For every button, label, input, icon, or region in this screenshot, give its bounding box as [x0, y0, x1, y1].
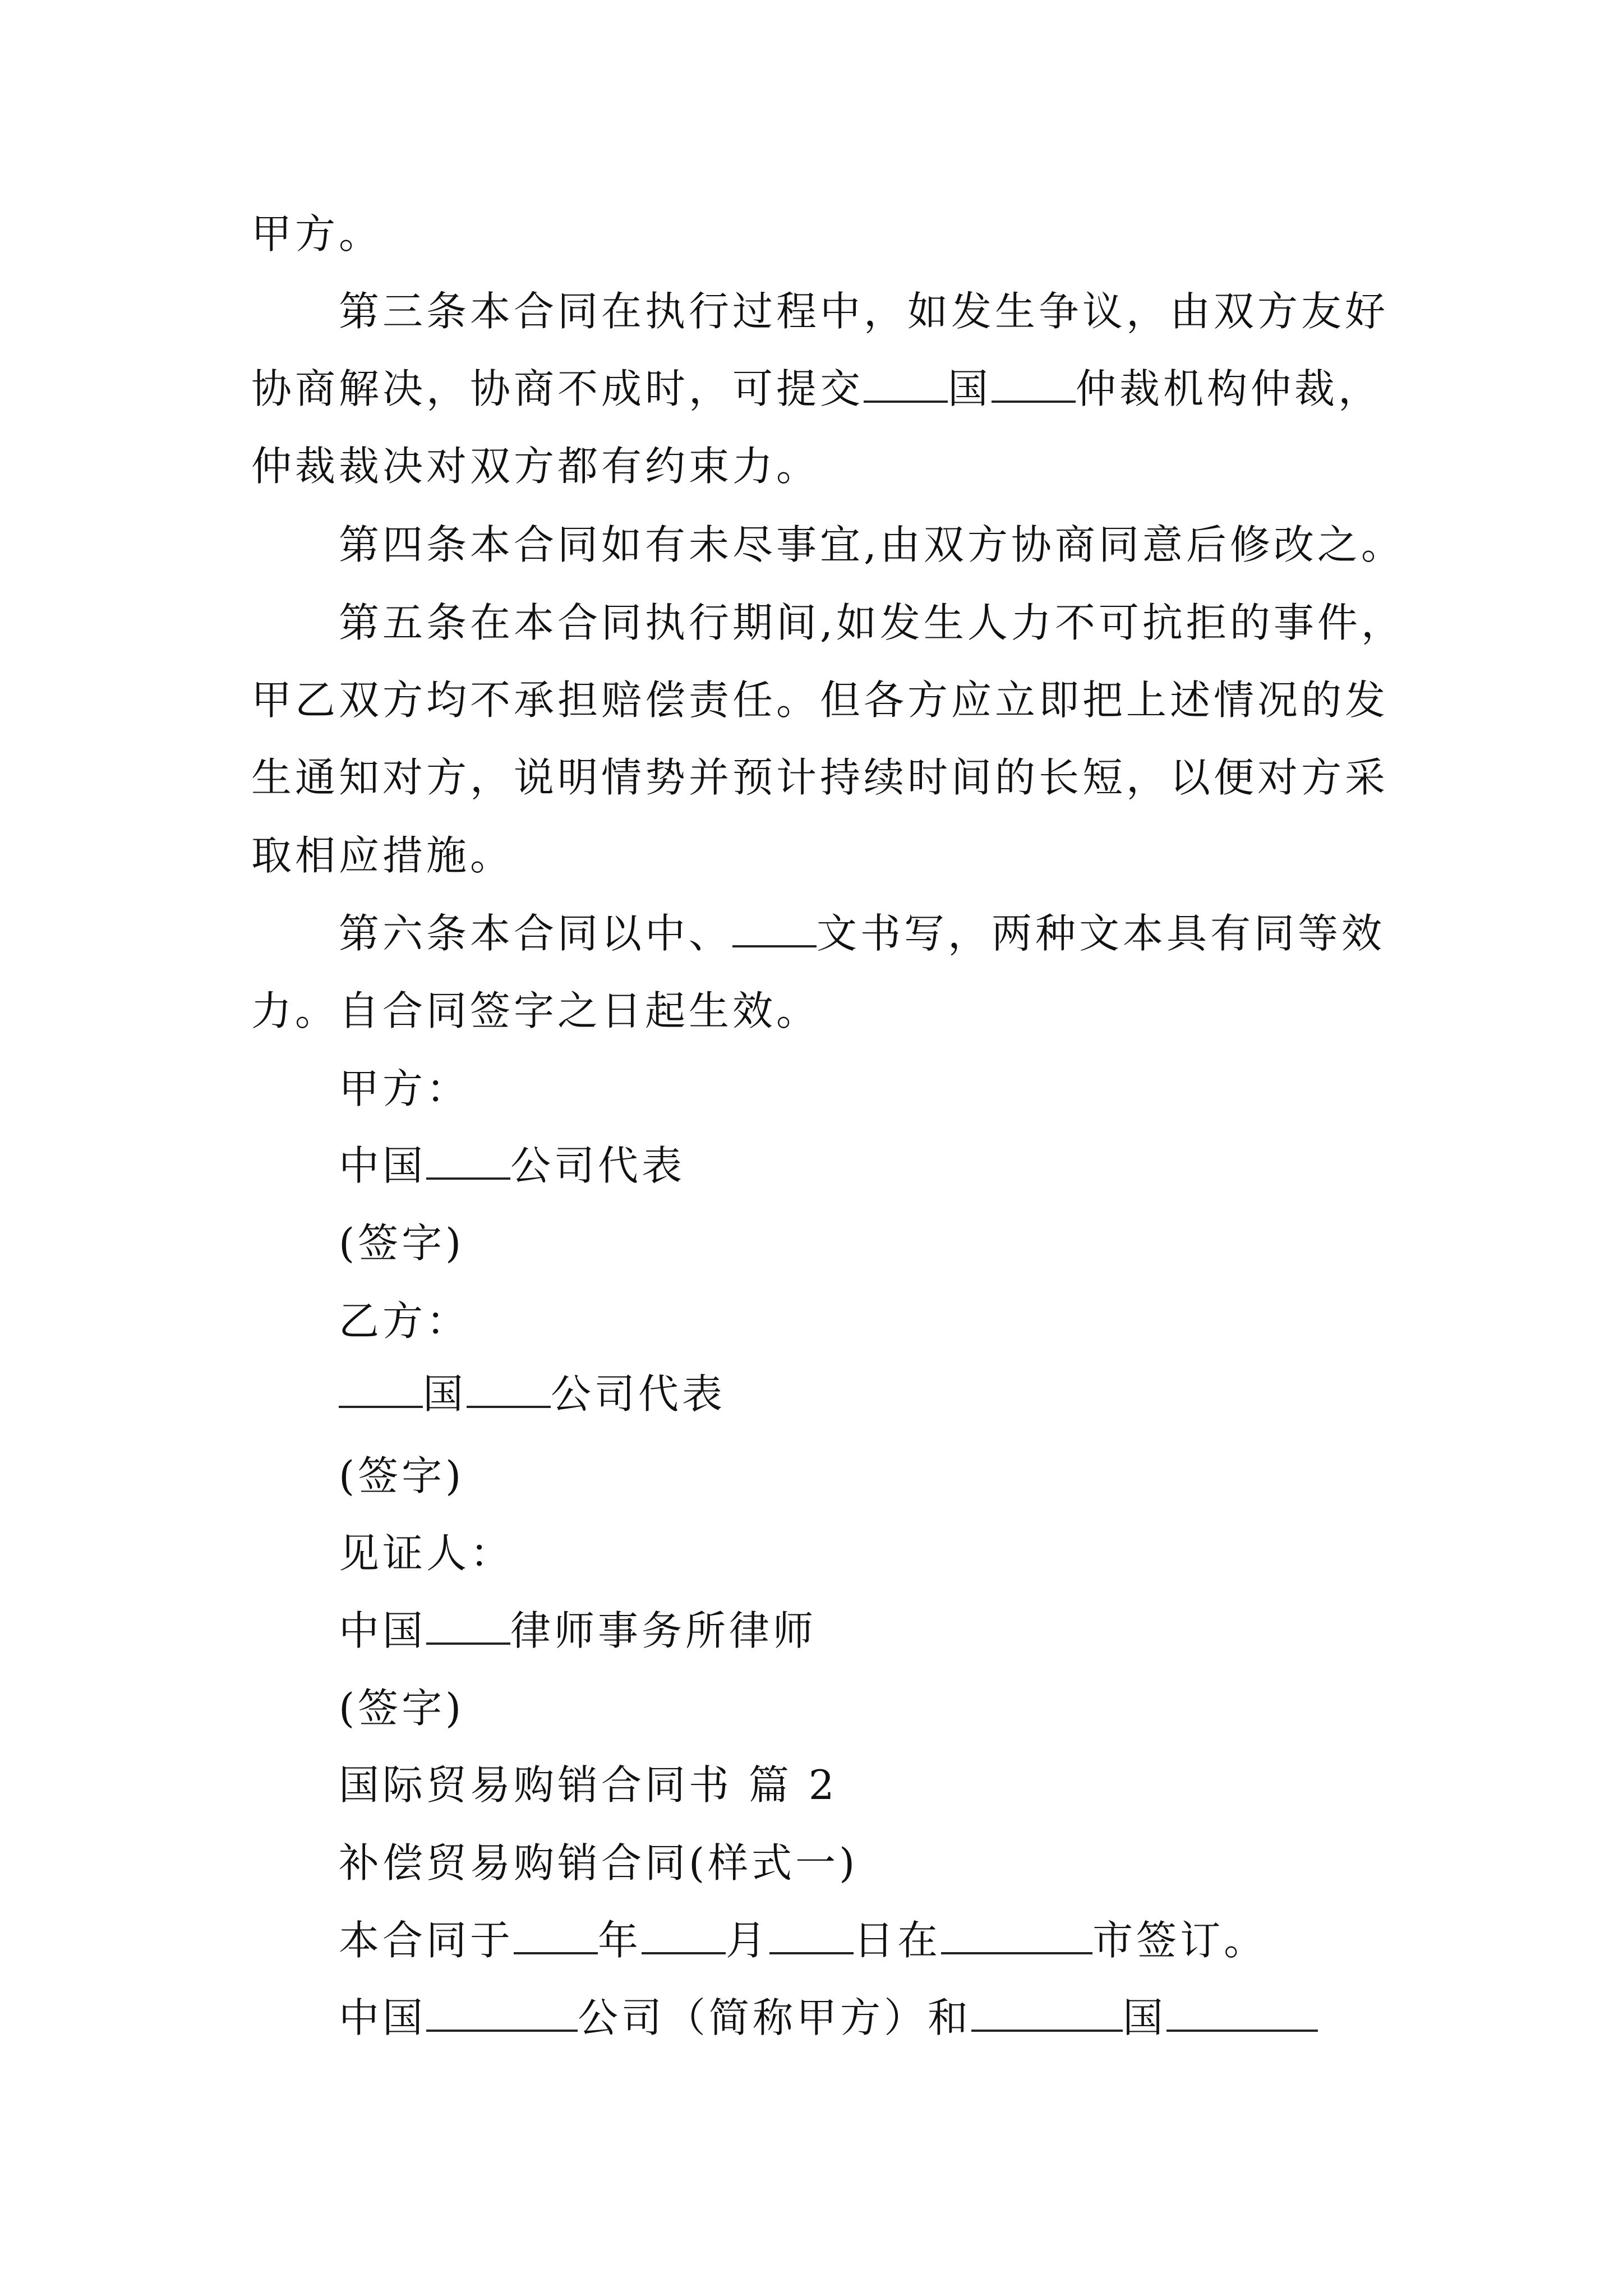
section-title: 国际贸易购销合同书 篇 2: [339, 1761, 838, 1809]
party-a-heading: 甲方：: [339, 1065, 471, 1112]
party-a-signature: (签字): [339, 1220, 465, 1267]
witness-heading: 见证人：: [339, 1530, 514, 1577]
article-5-line-4: 取相应措施。: [251, 832, 514, 879]
party-b-signature: (签字): [339, 1452, 465, 1499]
blank-field: [864, 366, 948, 403]
witness-lawyer: 中国 律师事务所律师: [339, 1607, 817, 1654]
article-6-line-2: 力。自合同签字之日起生效。: [251, 987, 820, 1034]
article-5-line-3: 生通知对方，说明情势并预计持续时间的长短，以便对方采: [251, 754, 1389, 801]
blank-field: [732, 910, 817, 947]
party-a-representative: 中国 公司代表: [339, 1142, 686, 1189]
signing-date-line: 本合同于 年 月 日在 市签订。: [339, 1917, 1268, 1964]
blank-field: [941, 1917, 1092, 1954]
article-5-line-1: 第五条在本合同执行期间,如发生人力不可抗拒的事件，: [339, 599, 1405, 646]
article-4-line: 第四条本合同如有未尽事宜,由双方协商同意后修改之。: [339, 521, 1405, 568]
article-3-line-1: 第三条本合同在执行过程中，如发生争议，由双方友好: [339, 288, 1389, 335]
article-6-line-1: 第六条本合同以中、 文书写，两种文本具有同等效: [339, 910, 1386, 957]
blank-field: [642, 1917, 726, 1954]
blank-field: [339, 1371, 423, 1408]
blank-field: [769, 1917, 854, 1954]
text-line: 甲方。: [251, 210, 383, 257]
party-b-representative: 国 公司代表: [339, 1369, 726, 1419]
article-3-line-3: 仲裁裁决对双方都有约束力。: [251, 443, 820, 490]
party-b-heading: 乙方：: [339, 1297, 471, 1345]
blank-field: [971, 1995, 1123, 2032]
article-3-line-2: 协商解决，协商不成时，可提交 国 仲裁机构仲裁，: [251, 365, 1382, 412]
blank-field: [426, 1608, 510, 1645]
blank-field: [467, 1371, 551, 1408]
article-5-line-2: 甲乙双方均不承担赔偿责任。但各方应立即把上述情况的发: [251, 677, 1389, 724]
blank-field: [426, 1995, 578, 2032]
blank-field: [426, 1143, 510, 1180]
parties-line: 中国 公司（简称甲方）和 国: [339, 1993, 1318, 2043]
contract-subtitle: 补偿贸易购销合同(样式一): [339, 1839, 859, 1887]
blank-field: [1166, 1995, 1318, 2032]
blank-field: [992, 366, 1076, 403]
witness-signature: (签字): [339, 1685, 465, 1732]
blank-field: [514, 1917, 598, 1954]
